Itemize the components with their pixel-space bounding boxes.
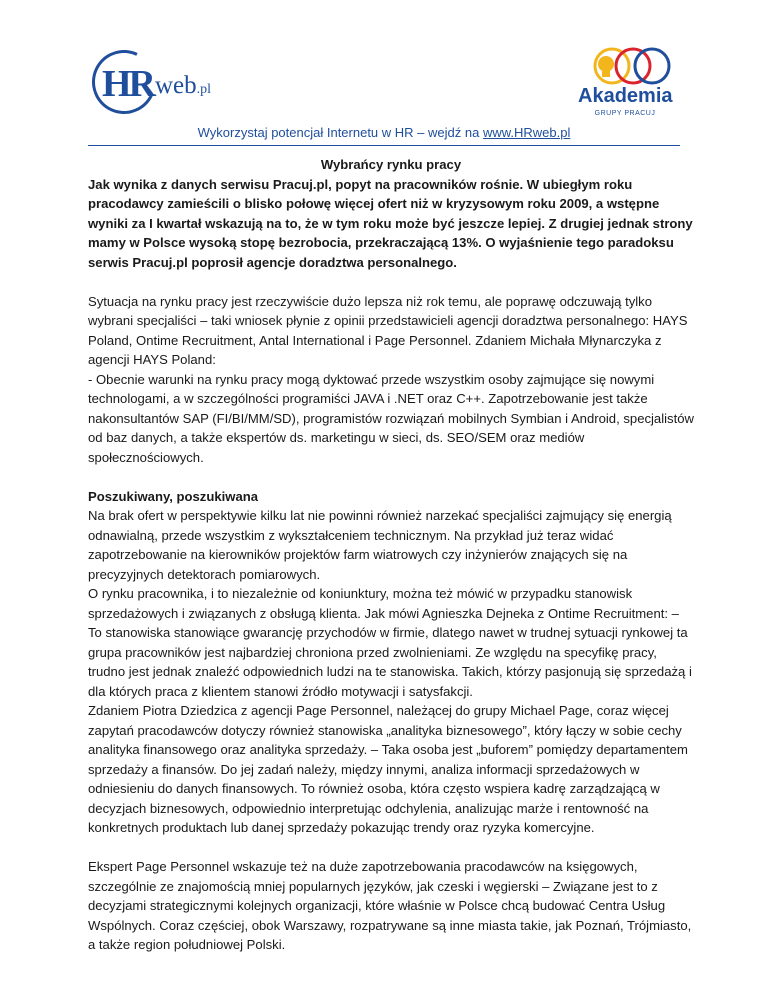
- hrweb-link[interactable]: www.HRweb.pl: [482, 125, 571, 140]
- article-title: Wybrańcy rynku pracy: [320, 157, 462, 172]
- header-tagline: [0, 125, 768, 140]
- article-body: [88, 155, 694, 955]
- article-paragraph: O rynku pracownika, i to niezależnie od koniunktury, można też mówić w przypadku stanowisk sprzedażowych i związanych z obsługą klienta. Jak mówi Agnieszka Dejneka z Ontime Recruitment: – To stanowiska stanowiące gwarancję przychodów w firmie, dlatego nawet w trudnej sytuacji rynkowej ta grupa pracowników jest najbardziej chroniona przed zwolnieniami. Ze względu na specyfikę pracy, trudno jest jednak znaleźć odpowiednich ludzi na te stanowiska. Takich, którzy pasjonują się sprzedażą i dla których praca z klientem stanowi źródło motywacji i satysfakcji.: [88, 586, 692, 699]
- akademia-rings-icon: [578, 44, 672, 88]
- paragraph-gap: [88, 467, 694, 487]
- article-paragraph: Na brak ofert w perspektywie kilku lat nie powinni również narzekać specjaliści zajmujący się energią odnawialną, przede wszystkim z wykształceniem technicznym. Na przykład już teraz widać zapotrzebowanie na kierowników projektów farm wiatrowych czy inżynierów znających się na precyzyjnych detektorach pomiarowych.: [88, 508, 672, 582]
- paragraph-gap: [88, 838, 694, 858]
- article-paragraph: Zdaniem Piotra Dziedzica z agencji Page Personnel, należącej do grupy Michael Page, coraz więcej zapytań pracodawców dotyczy również stanowiska „analityka biznesowego”, który łączy w sobie cechy analityka finansowego oraz analityka sprzedaży. – Taka osoba jest „buforem” pomiędzy departamentem sprzedaży a finansów. Do jej zadań należy, między innymi, analiza informacji sprzedażowych w odniesieniu do danych finansowych. To również osoba, która często wspiera kadrę zarządzającą w decyzjach biznesowych, odpowiednio interpretując odchylenia, analizując marże i rentowność na konkretnych produktach lub danej sprzedaży pokazując trendy oraz ryzyka komercyjne.: [88, 703, 688, 835]
- section-heading: Poszukiwany, poszukiwana: [88, 488, 259, 504]
- header-divider: [88, 145, 680, 146]
- tagline-text: Wykorzystaj potencjał Internetu w HR – wejdź na: [197, 125, 483, 140]
- article-lead: Jak wynika z danych serwisu Pracuj.pl, popyt na pracowników rośnie. W ubiegłym roku pracodawcy zamieścili o blisko połowę więcej ofert niż w kryzysowym roku 2009, a wstępne wyniki za I kwartał wskazują na to, że w tym roku może być jeszcze lepiej. Z drugiej jednak strony mamy w Polsce wysoką stopę bezrobocia, przekraczającą 13%. O wyjaśnienie tego paradoksu serwis Pracuj.pl poprosił agencje doradztwa personalnego.: [88, 176, 693, 270]
- page-header: [0, 0, 768, 150]
- akademia-logo[interactable]: [578, 44, 672, 134]
- article-paragraph: Sytuacja na rynku pracy jest rzeczywiście dużo lepsza niż rok temu, ale poprawę odczuwają tylko wybrani specjaliści – taki wniosek płynie z opinii przedstawicieli agencji doradztwa personalnego: HAYS Poland, Ontime Recruitment, Antal International i Page Personnel. Zdaniem Michała Młynarczyka z agencji HAYS Poland:: [88, 293, 688, 367]
- paragraph-gap: [88, 272, 694, 292]
- article-quote: - Obecnie warunki na rynku pracy mogą dyktować przede wszystkim osoby zajmujące się nowymi technologami, a w szczególności programiści JAVA i .NET oraz C++. Zapotrzebowanie jest także nakonsultantów SAP (FI/BI/MM/SD), programistów rozwiązań mobilnych Symbian i Android, specjalistów od baz danych, a także ekspertów ds. marketingu w sieci, ds. SEO/SEM oraz mediów społecznościowych.: [88, 371, 694, 465]
- hrweb-logo-hr: HR: [102, 63, 153, 105]
- hrweb-logo-web: web.pl: [155, 72, 212, 99]
- hrweb-logo[interactable]: [92, 50, 232, 120]
- akademia-logo-sub: GRUPY PRACUJ: [594, 110, 656, 117]
- article-paragraph: Ekspert Page Personnel wskazuje też na duże zapotrzebowania pracodawców na księgowych, szczególnie ze znajomością mniej popularnych języków, jak czeski i węgierski – Związane jest to z decyzjami strategicznymi kolejnych organizacji, które właśnie w Polsce chcą budować Centra Usług Wspólnych. Coraz częściej, obok Warszawy, rozpatrywane są inne miasta takie, jak Poznań, Trójmiasto, a także region południowej Polski.: [88, 859, 692, 952]
- akademia-logo-name: Akademia: [578, 85, 673, 107]
